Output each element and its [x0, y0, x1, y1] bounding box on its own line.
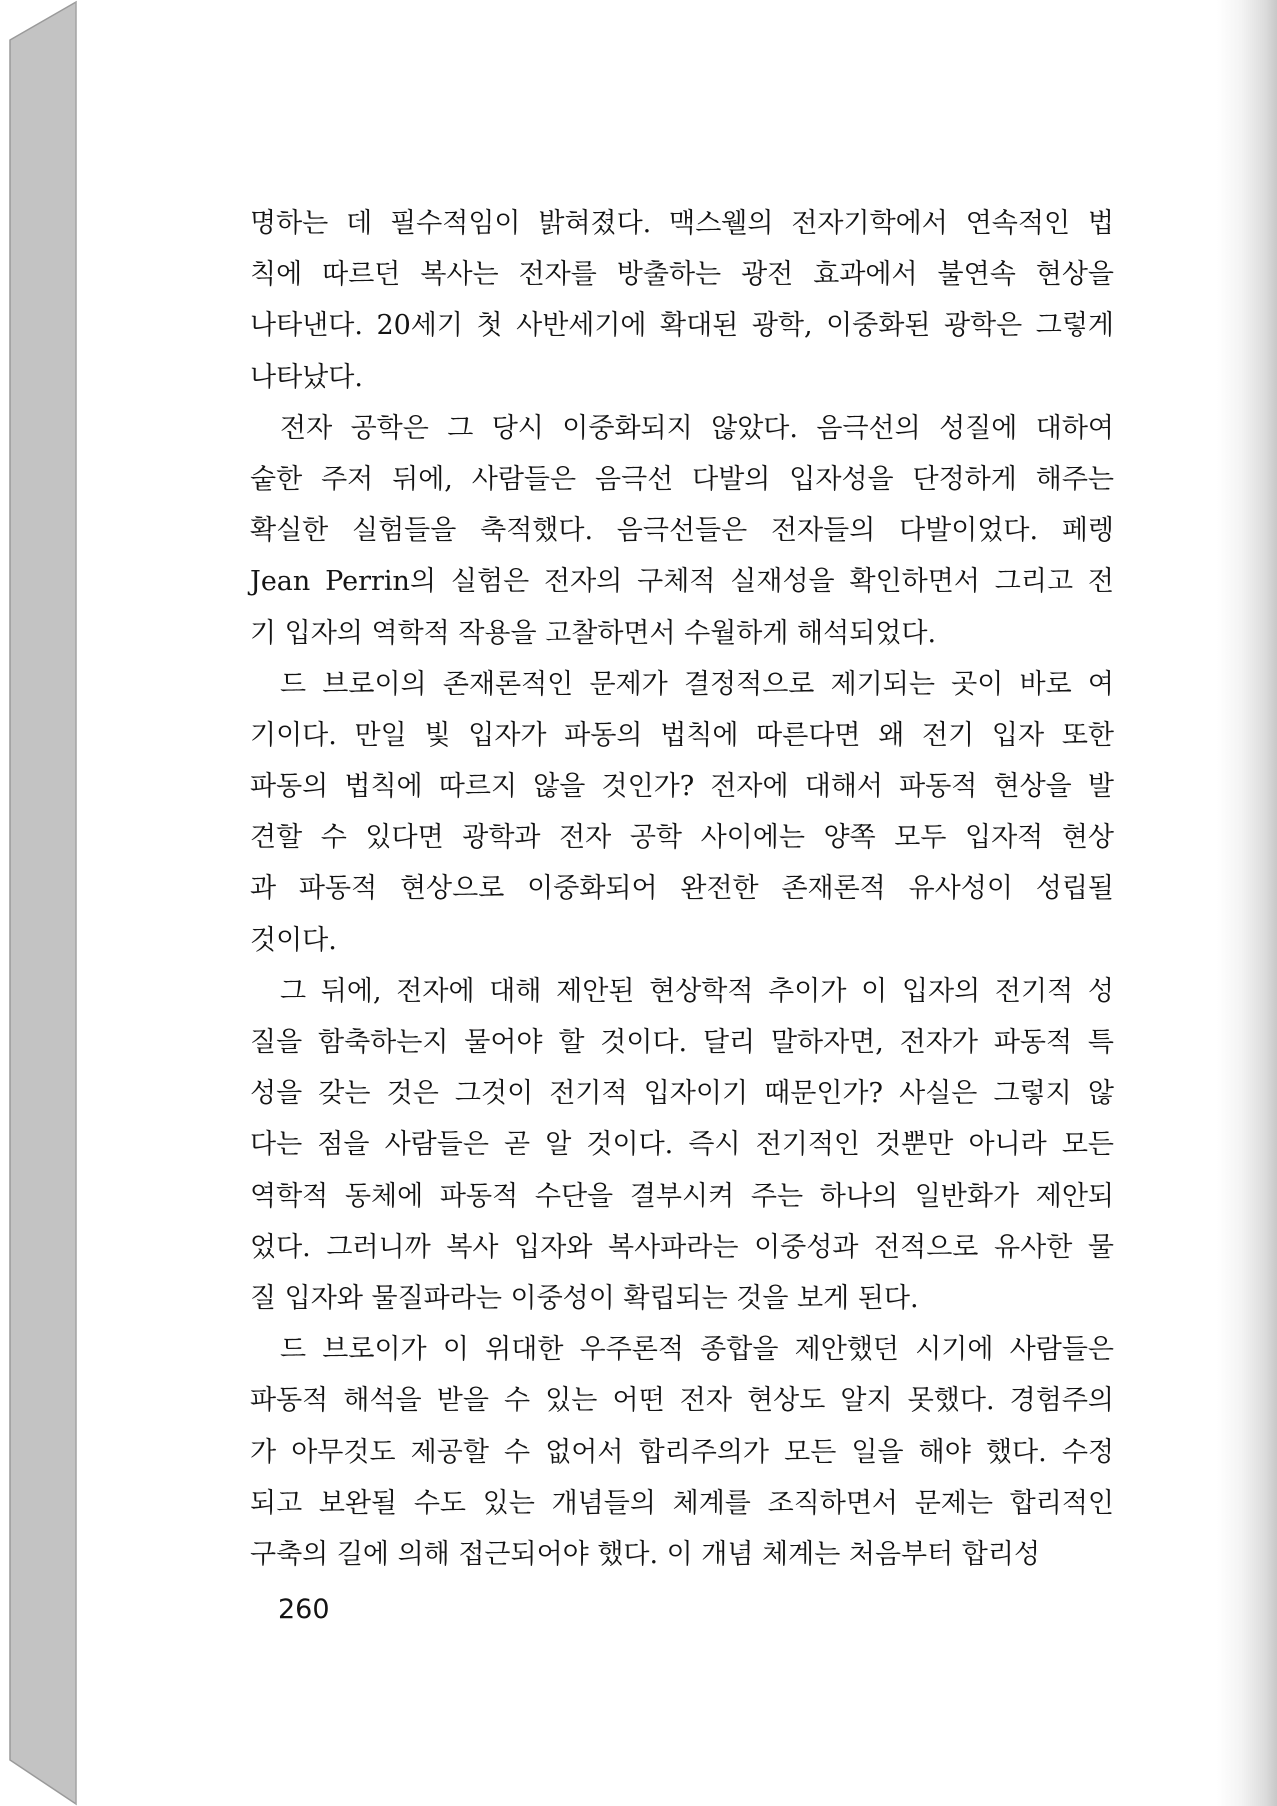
text-line: 구축의 길에 의해 접근되어야 했다. 이 개념 체계는 처음부터 합리성: [250, 1538, 1041, 1570]
text-line: 질을 함축하는지 물어야 할 것이다. 달리 말하자면, 전자가 파동적 특: [250, 1027, 1114, 1058]
text-line: 그 뒤에, 전자에 대해 제안된 현상학적 추이가 이 입자의 전기적 성: [280, 975, 1114, 1007]
page-number: 260: [278, 1594, 330, 1625]
paragraph: [250, 1324, 1114, 1580]
text-line: 파동의 법칙에 따르지 않을 것인가? 전자에 대해서 파동적 현상을 발: [250, 771, 1114, 803]
text-line: Jean Perrin의 실험은 전자의 구체적 실재성을 확인하면서 그리고 전: [250, 566, 1114, 598]
text-line: 것이다.: [250, 924, 337, 956]
text-line: 과 파동적 현상으로 이중화되어 완전한 존재론적 유사성이 성립될: [250, 873, 1114, 905]
text-line: 견할 수 있다면 광학과 전자 공학 사이에는 양쪽 모두 입자적 현상: [250, 822, 1114, 854]
book-side-edge: [0, 0, 80, 1806]
paragraph: [250, 403, 1114, 659]
text-line: 확실한 실험들을 축적했다. 음극선들은 전자들의 다발이었다. 페렝: [250, 515, 1114, 547]
paragraph: [250, 198, 1114, 403]
text-line: 었다. 그러니까 복사 입자와 복사파라는 이중성과 전적으로 유사한 물: [250, 1231, 1114, 1263]
text-line: 기이다. 만일 빛 입자가 파동의 법칙에 따른다면 왜 전기 입자 또한: [250, 719, 1114, 751]
page-right-shadow: [1217, 0, 1277, 1806]
text-line: 칙에 따르던 복사는 전자를 방출하는 광전 효과에서 불연속 현상을: [250, 259, 1114, 291]
paragraph: [250, 966, 1114, 1324]
text-line: 나타났다.: [250, 361, 363, 393]
body-text: [250, 198, 1114, 1580]
text-line: 드 브로이의 존재론적인 문제가 결정적으로 제기되는 곳이 바로 여: [280, 668, 1114, 700]
text-line: 숱한 주저 뒤에, 사람들은 음극선 다발의 입자성을 단정하게 해주는: [250, 463, 1114, 495]
text-line: 드 브로이가 이 위대한 우주론적 종합을 제안했던 시기에 사람들은: [280, 1334, 1114, 1366]
text-line: 역학적 동체에 파동적 수단을 결부시켜 주는 하나의 일반화가 제안되: [250, 1180, 1114, 1212]
text-line: 다는 점을 사람들은 곧 알 것이다. 즉시 전기적인 것뿐만 아니라 모든: [250, 1129, 1114, 1161]
text-line: 질 입자와 물질파라는 이중성이 확립되는 것을 보게 된다.: [250, 1282, 919, 1314]
text-line: 나타낸다. 20세기 첫 사반세기에 확대된 광학, 이중화된 광학은 그렇게: [250, 310, 1114, 342]
text-line: 파동적 해석을 받을 수 있는 어떤 전자 현상도 알지 못했다. 경험주의: [250, 1385, 1114, 1417]
text-line: 명하는 데 필수적임이 밝혀졌다. 맥스웰의 전자기학에서 연속적인 법: [250, 208, 1114, 239]
text-line: 성을 갖는 것은 그것이 전기적 입자이기 때문인가? 사실은 그렇지 않: [250, 1078, 1114, 1110]
text-line: 기 입자의 역학적 작용을 고찰하면서 수월하게 해석되었다.: [250, 617, 937, 649]
paragraph: [250, 659, 1114, 966]
text-line: 전자 공학은 그 당시 이중화되지 않았다. 음극선의 성질에 대하여: [280, 412, 1114, 444]
text-line: 되고 보완될 수도 있는 개념들의 체계를 조직하면서 문제는 합리적인: [250, 1487, 1114, 1519]
text-line: 가 아무것도 제공할 수 없어서 합리주의가 모든 일을 해야 했다. 수정: [250, 1436, 1114, 1468]
